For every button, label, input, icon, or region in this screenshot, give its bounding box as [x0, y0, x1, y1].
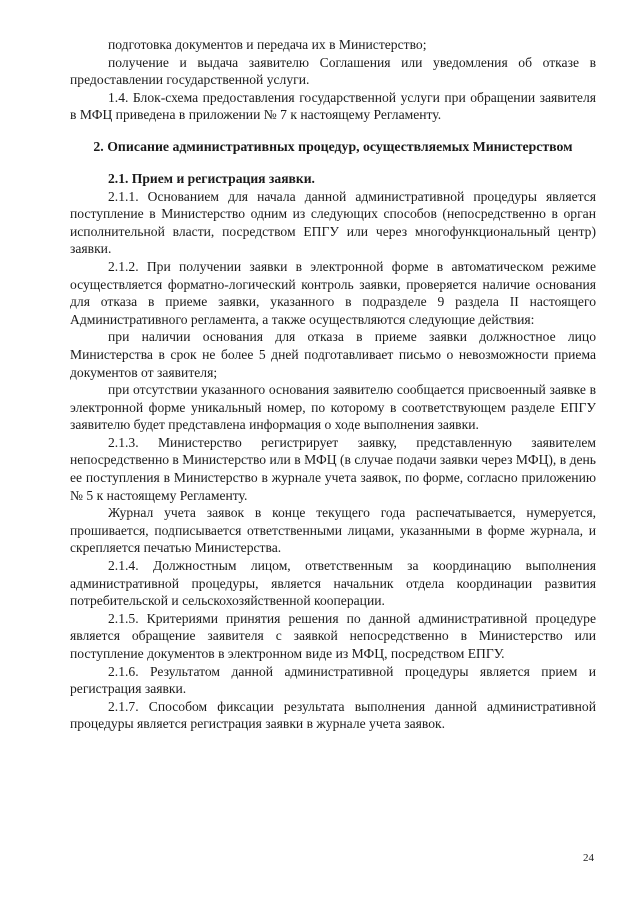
document-page [70, 36, 596, 733]
paragraph: 2.1.1. Основанием для начала данной административной процедуры является поступление в Министерство одним из следующих способов (непосредственно в орган исполнительной власти, посредством ЕПГУ или через многофункциональный центр) заявки. [70, 188, 596, 257]
paragraph: 2.1.6. Результатом данной административной процедуры является прием и регистрация заявки. [70, 663, 596, 697]
paragraph: подготовка документов и передача их в Министерство; [108, 37, 427, 52]
paragraph: 2.1.7. Способом фиксации результата выполнения данной административной процедуры является регистрация заявки в журнале учета заявок. [70, 698, 596, 732]
paragraph: 2.1.4. Должностным лицом, ответственным за координацию выполнения административной процедуры, является начальник отдела координации развития потребительской и сельскохозяйственной кооперации. [70, 558, 596, 609]
section-heading: 2. Описание административных процедур, осуществляемых Министерством [93, 138, 573, 154]
paragraph: 2.1.2. При получении заявки в электронной форме в автоматическом режиме осуществляется форматно-логический контроль заявки, проверяется наличие основания для отказа в приеме заявки, указанного в подразделе 9 раздела II настоящего Административного регламента, а также осуществляются следующие действия: [70, 258, 596, 327]
paragraph: 2.1.5. Критериями принятия решения по данной административной процедуре является обращение заявителя с заявкой непосредственно в Министерство или поступление документов в электронном виде из МФЦ, посредством ЕПГУ. [70, 610, 596, 661]
subsection-heading: 2.1. Прием и регистрация заявки. [108, 170, 315, 186]
paragraph: Журнал учета заявок в конце текущего года распечатывается, нумеруется, прошивается, подписывается ответственными лицами, указанными в форме журнала, и скрепляется печатью Министерства. [70, 505, 596, 556]
paragraph: 1.4. Блок-схема предоставления государственной услуги при обращении заявителя в МФЦ приведена в приложении № 7 к настоящему Регламенту. [70, 89, 596, 123]
paragraph: при отсутствии указанного основания заявителю сообщается присвоенный заявке в электронной форме уникальный номер, по которому в соответствующем разделе ЕПГУ заявителю будет представлена информация о ходе выполнения заявки. [70, 382, 596, 433]
paragraph: 2.1.3. Министерство регистрирует заявку, представленную заявителем непосредственно в Министерство или в МФЦ (в случае подачи заявки через МФЦ), в день ее поступления в Министерство в журнале учета заявок, по форме, согласно приложению № 5 к настоящему Регламенту. [70, 434, 596, 503]
paragraph: при наличии основания для отказа в приеме заявки должностное лицо Министерства в срок не более 5 дней подготавливает письмо о невозможности приема документов от заявителя; [70, 329, 596, 380]
paragraph: получение и выдача заявителю Соглашения или уведомления об отказе в предоставлении государственной услуги. [70, 54, 596, 88]
page-number: 24 [583, 852, 594, 864]
